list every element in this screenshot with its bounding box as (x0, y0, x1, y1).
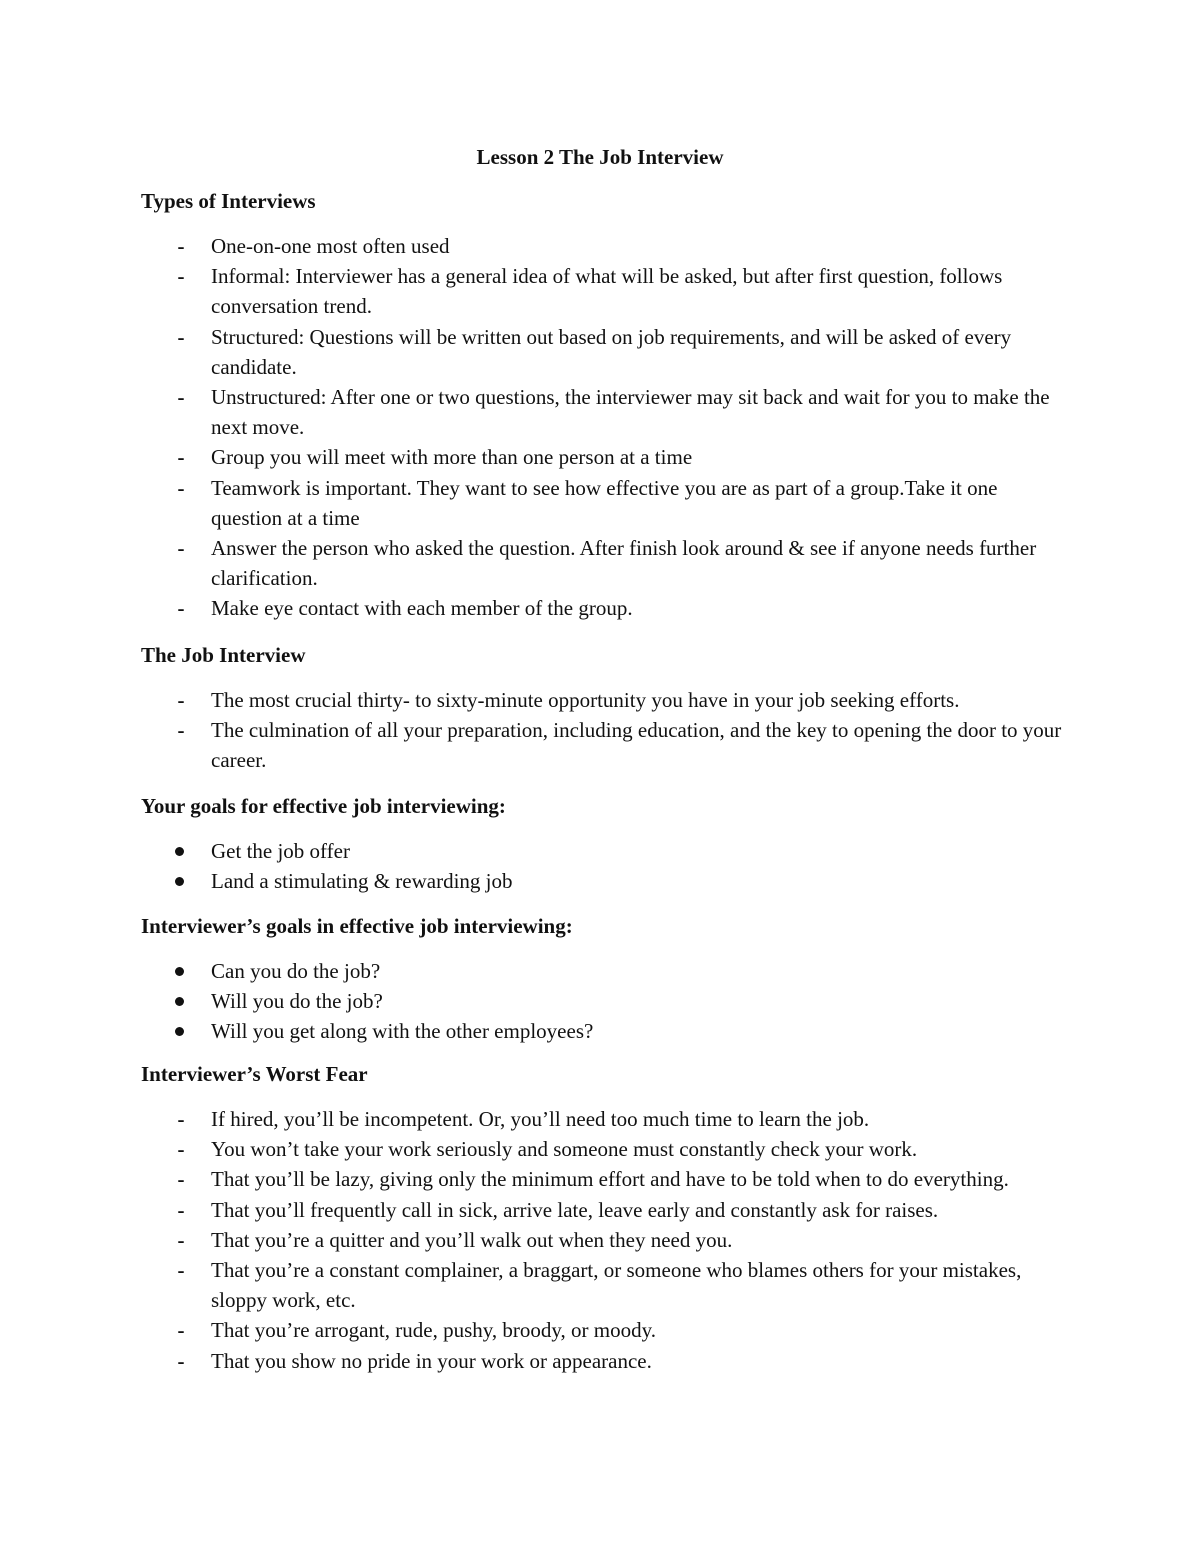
list-item-text: Make eye contact with each member of the group. (211, 596, 633, 621)
section-heading-the-job-interview: The Job Interview (141, 643, 306, 667)
page-title: Lesson 2 The Job Interview (476, 145, 724, 169)
dash-bullet: - (177, 1137, 185, 1162)
list-item-text: Structured: Questions will be written out based on job requirements, and will be asked of every candidate. (211, 324, 1012, 379)
dash-bullet: - (177, 718, 185, 743)
dash-bullet: - (177, 385, 185, 410)
dash-bullet: - (177, 1167, 185, 1192)
list-item (0, 1346, 1071, 1376)
list-item (0, 956, 1071, 986)
list-item-text: One-on-one most often used (211, 234, 450, 258)
list-item (0, 382, 1071, 442)
list-item (0, 1016, 1071, 1046)
dash-bullet: - (177, 475, 185, 500)
list-item-text: That you’re arrogant, rude, pushy, broody, or moody. (211, 1318, 656, 1343)
list-item-text: Get the job offer (211, 839, 350, 863)
list-item (0, 1225, 1071, 1255)
list-item-text: Group you will meet with more than one person at a time (211, 445, 693, 470)
list-item-text: That you’re a constant complainer, a braggart, or someone who blames others for your mistakes, sloppy work, etc. (211, 1258, 1022, 1313)
list-types-of-interviews (0, 231, 1200, 624)
list-item-text: Will you do the job? (211, 989, 383, 1014)
section-heading-types-of-interviews: Types of Interviews (141, 189, 316, 213)
list-item-text: Teamwork is important. They want to see how effective you are as part of a group.Take it one question at a time (211, 475, 998, 530)
list-item (0, 1104, 1071, 1134)
list-item (0, 322, 1071, 382)
list-worst-fear (0, 1104, 1200, 1376)
dash-bullet: - (177, 1318, 185, 1343)
section-heading-worst-fear: Interviewer’s Worst Fear (141, 1062, 368, 1086)
bullet-dot-icon (175, 997, 184, 1006)
list-item-text: The culmination of all your preparation, including education, and the key to opening the door to your career. (211, 718, 1062, 773)
list-item-text: The most crucial thirty- to sixty-minute opportunity you have in your job seeking efforts. (211, 688, 960, 712)
list-item-text: Can you do the job? (211, 959, 381, 983)
bullet-dot-icon (175, 877, 184, 886)
list-item (0, 442, 1071, 472)
list-item-text: That you show no pride in your work or appearance. (211, 1348, 652, 1373)
list-item (0, 473, 1071, 533)
dash-bullet: - (177, 264, 185, 289)
list-item (0, 866, 1071, 896)
dash-bullet: - (177, 536, 185, 561)
list-your-goals (0, 836, 1200, 896)
list-item-text: Informal: Interviewer has a general idea of what will be asked, but after first question, follows conversation trend. (211, 264, 1003, 319)
list-item-text: That you’ll be lazy, giving only the minimum effort and have to be told when to do everything. (211, 1167, 1009, 1192)
list-item (0, 261, 1071, 321)
list-item (0, 715, 1071, 775)
list-item-text: Answer the person who asked the question. After finish look around & see if anyone needs further clarification. (211, 536, 1037, 591)
dash-bullet: - (177, 1197, 185, 1222)
list-item (0, 1255, 1071, 1315)
dash-bullet: - (177, 324, 185, 349)
list-item (0, 685, 1071, 715)
section-heading-interviewers-goals: Interviewer’s goals in effective job interviewing: (141, 914, 573, 938)
list-item (0, 1315, 1071, 1345)
list-item (0, 593, 1071, 623)
list-interviewers-goals (0, 956, 1200, 1047)
list-item (0, 1164, 1071, 1194)
list-item (0, 1134, 1071, 1164)
list-item-text: You won’t take your work seriously and someone must constantly check your work. (211, 1137, 918, 1162)
dash-bullet: - (177, 234, 185, 258)
list-item-text: Will you get along with the other employees? (211, 1019, 594, 1044)
dash-bullet: - (177, 596, 185, 621)
dash-bullet: - (177, 445, 185, 470)
dash-bullet: - (177, 688, 185, 712)
dash-bullet: - (177, 1107, 185, 1131)
list-item (0, 1195, 1071, 1225)
dash-bullet: - (177, 1258, 185, 1283)
dash-bullet: - (177, 1227, 185, 1252)
list-item-text: Unstructured: After one or two questions, the interviewer may sit back and wait for you to make the next move. (211, 385, 1050, 440)
bullet-dot-icon (175, 1027, 184, 1036)
bullet-dot-icon (175, 967, 184, 976)
list-item-text: That you’ll frequently call in sick, arrive late, leave early and constantly ask for raises. (211, 1197, 939, 1222)
list-item (0, 231, 1071, 261)
list-item (0, 533, 1071, 593)
list-item-text: Land a stimulating & rewarding job (211, 869, 513, 894)
section-heading-your-goals: Your goals for effective job interviewing: (141, 794, 506, 818)
list-item (0, 986, 1071, 1016)
list-item (0, 836, 1071, 866)
dash-bullet: - (177, 1348, 185, 1373)
bullet-dot-icon (175, 847, 184, 856)
list-item-text: That you’re a quitter and you’ll walk out when they need you. (211, 1227, 733, 1252)
list-the-job-interview (0, 685, 1200, 776)
list-item-text: If hired, you’ll be incompetent. Or, you’ll need too much time to learn the job. (211, 1107, 870, 1131)
